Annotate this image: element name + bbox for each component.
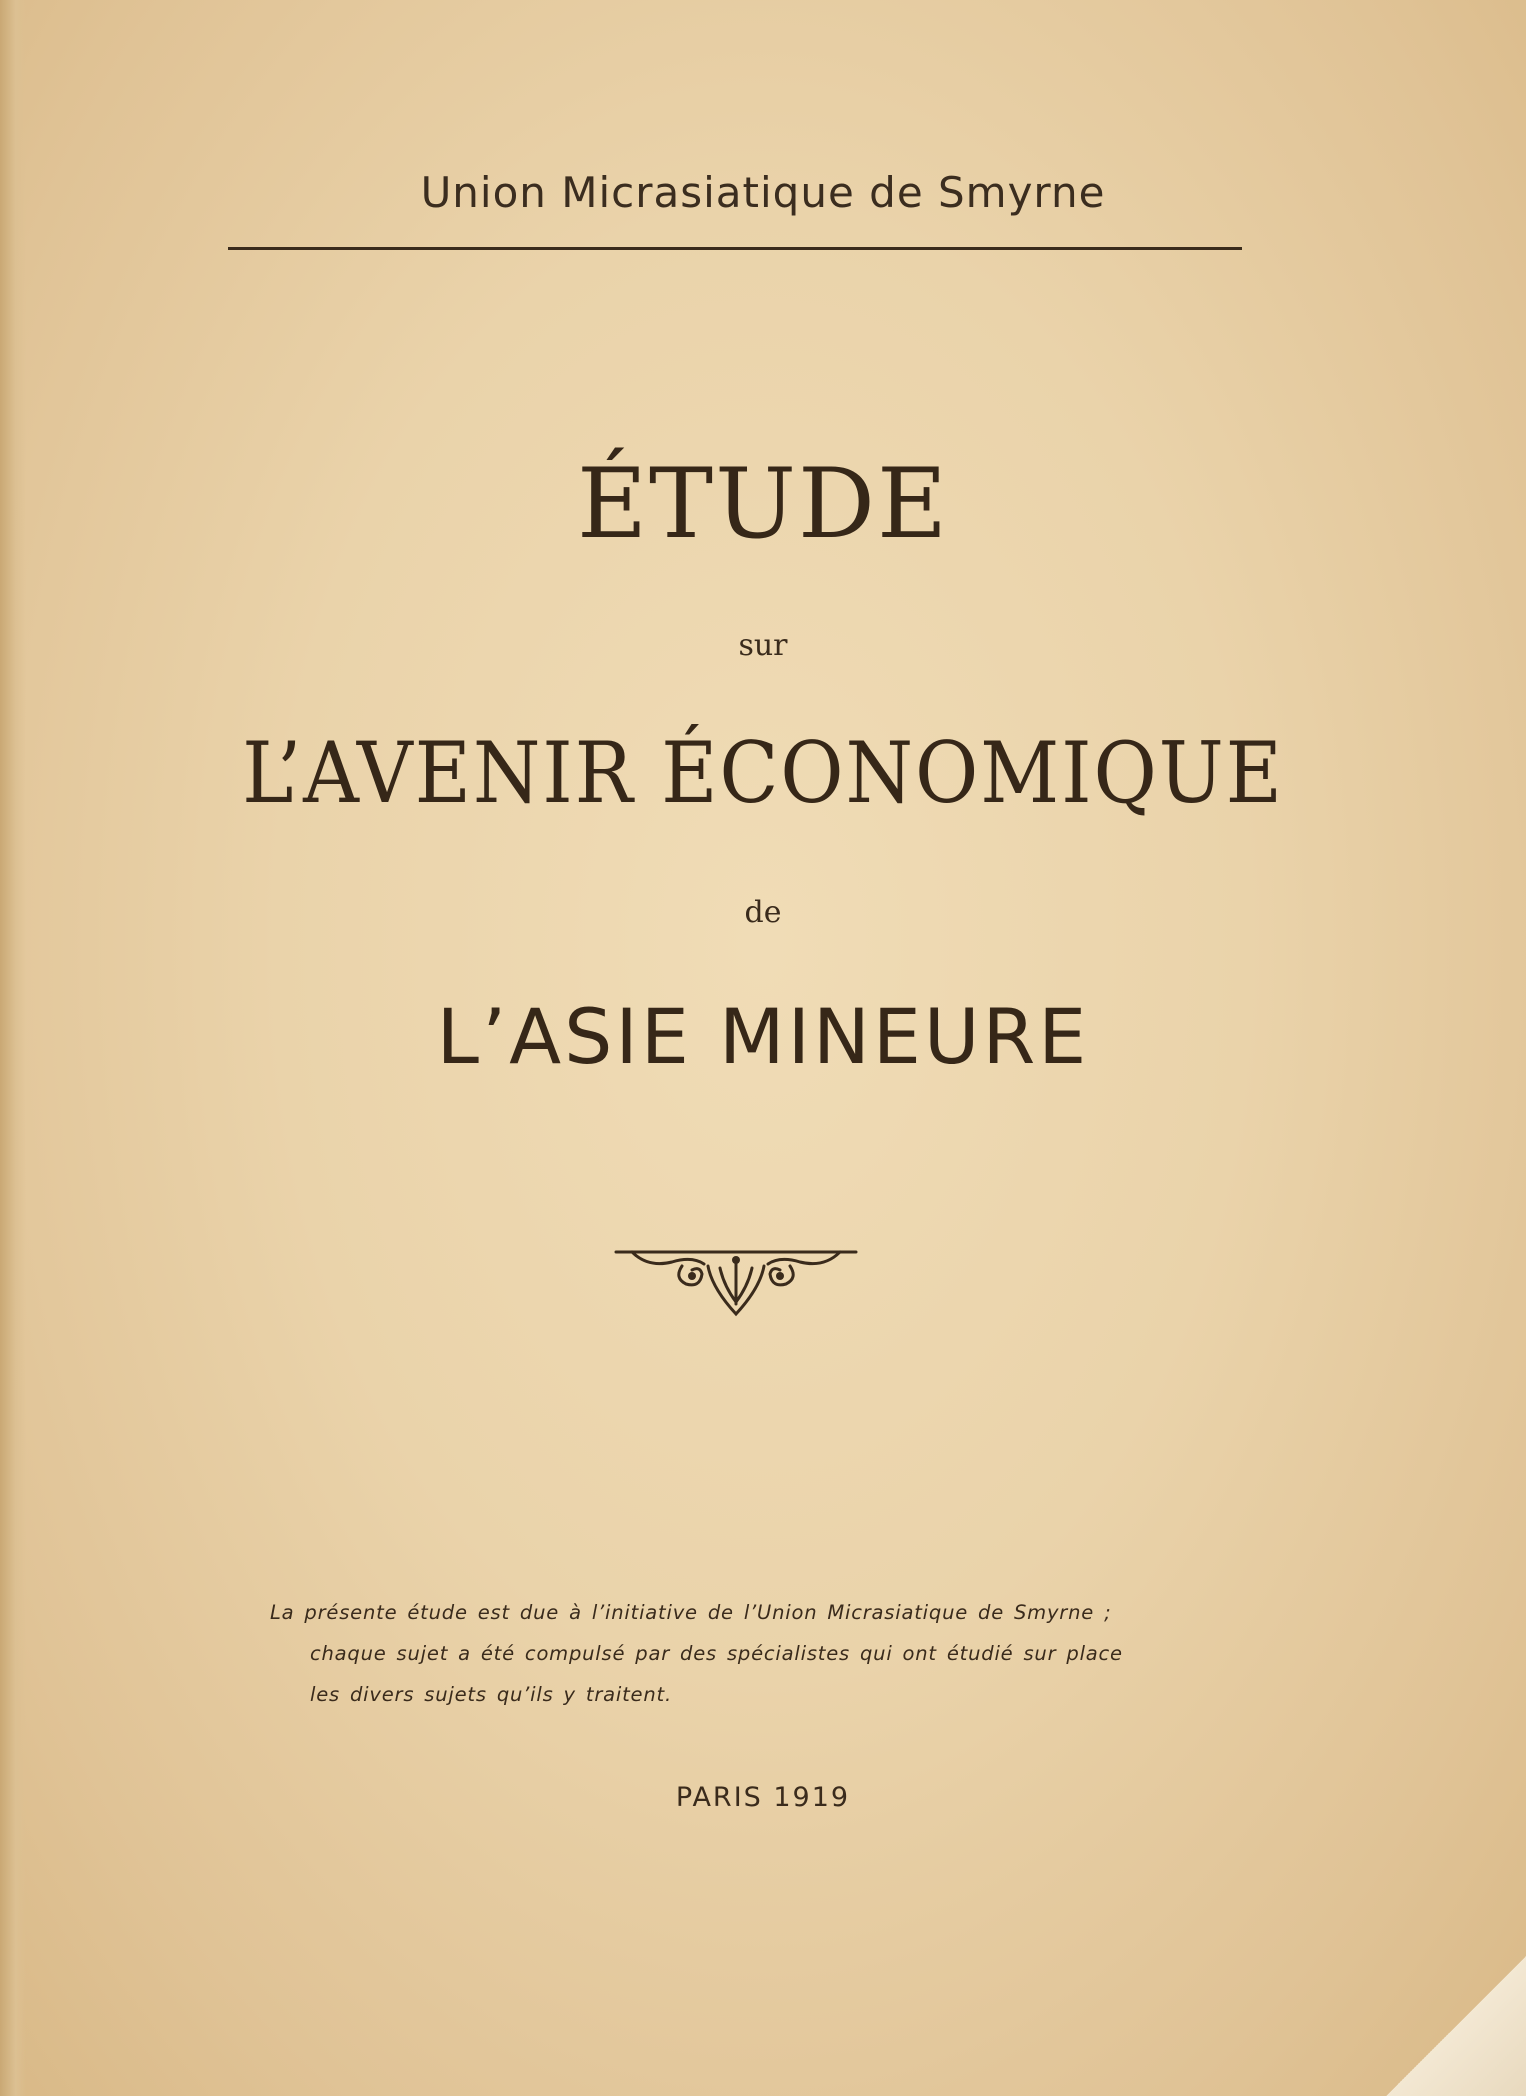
header-divider bbox=[228, 247, 1242, 250]
imprint-place-date: PARIS 1919 bbox=[675, 1782, 851, 1813]
notice-line-2: chaque sujet a été compulsé par des spécialistes qui ont étudié sur place bbox=[310, 1642, 1123, 1665]
title-connector-sur: sur bbox=[738, 628, 788, 663]
organization-name: Union Micrasiatique de Smyrne bbox=[420, 168, 1106, 217]
notice-line-1: La présente étude est due à l’initiative de l’Union Micrasiatique de Smyrne ; bbox=[270, 1601, 1112, 1624]
title-line-avenir: L’AVENIR ÉCONOMIQUE bbox=[242, 724, 1284, 822]
title-line-etude: ÉTUDE bbox=[576, 448, 950, 560]
fleuron-ornament-icon bbox=[612, 1244, 860, 1322]
notice-line-3: les divers sujets qu’ils y traitent. bbox=[310, 1683, 672, 1706]
torn-corner bbox=[1386, 1956, 1526, 2096]
title-connector-de: de bbox=[744, 895, 782, 930]
notice-paragraph bbox=[270, 1592, 1250, 1715]
title-line-asie: L’ASIE MINEURE bbox=[436, 992, 1090, 1081]
